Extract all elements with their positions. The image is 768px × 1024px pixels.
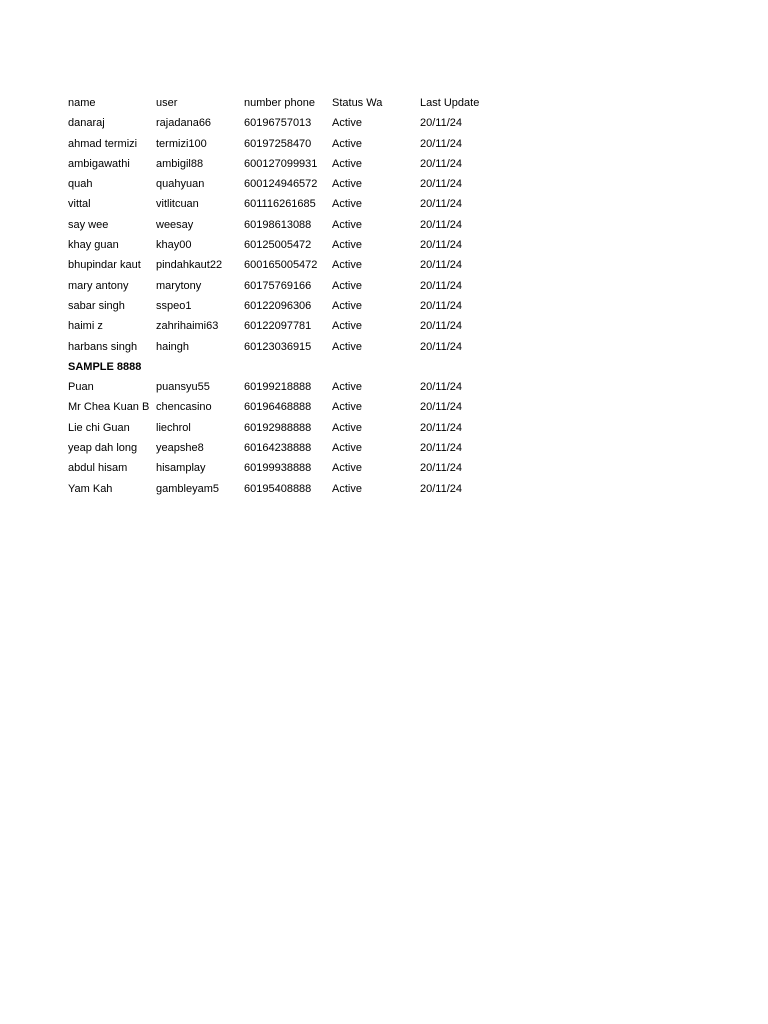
cell-status: Active bbox=[332, 381, 362, 394]
cell-name: abdul hisam bbox=[68, 462, 128, 475]
table-row bbox=[68, 255, 508, 275]
table-row bbox=[68, 458, 508, 478]
cell-user: puansyu55 bbox=[156, 381, 210, 394]
cell-last-update: 20/11/24 bbox=[420, 462, 463, 475]
section-rows bbox=[68, 377, 508, 499]
cell-user: chencasino bbox=[156, 401, 212, 414]
table-row bbox=[68, 418, 508, 438]
cell-phone: 60195408888 bbox=[244, 482, 312, 495]
cell-last-update: 20/11/24 bbox=[420, 239, 463, 252]
cell-status: Active bbox=[332, 299, 362, 312]
cell-last-update: 20/11/24 bbox=[420, 421, 463, 434]
cell-last-update: 20/11/24 bbox=[420, 340, 463, 353]
cell-user: yeapshe8 bbox=[156, 442, 204, 455]
contacts-table bbox=[68, 93, 508, 499]
cell-last-update: 20/11/24 bbox=[420, 279, 463, 292]
cell-phone: 60196757013 bbox=[244, 117, 312, 130]
header-name: name bbox=[68, 97, 96, 109]
section-label-row bbox=[68, 357, 508, 377]
cell-phone: 60164238888 bbox=[244, 442, 312, 455]
cell-user: termizi100 bbox=[156, 137, 207, 150]
cell-phone: 60197258470 bbox=[244, 137, 312, 150]
cell-phone: 60122096306 bbox=[244, 299, 312, 312]
cell-name: Puan bbox=[68, 381, 94, 394]
cell-name: mary antony bbox=[68, 279, 129, 292]
cell-phone: 601116261685 bbox=[244, 198, 316, 211]
cell-user: sspeo1 bbox=[156, 299, 192, 312]
cell-name: Yam Kah bbox=[68, 482, 113, 495]
spreadsheet-page bbox=[68, 93, 508, 499]
table-row bbox=[68, 174, 508, 194]
table-row bbox=[68, 397, 508, 417]
table-row bbox=[68, 215, 508, 235]
cell-name: Lie chi Guan bbox=[68, 421, 130, 434]
cell-name: Mr Chea Kuan B bbox=[68, 401, 150, 414]
cell-user: haingh bbox=[156, 340, 190, 353]
table-row bbox=[68, 438, 508, 458]
table-row bbox=[68, 113, 508, 133]
cell-name: yeap dah long bbox=[68, 442, 138, 455]
cell-phone: 60199218888 bbox=[244, 381, 312, 394]
cell-last-update: 20/11/24 bbox=[420, 259, 463, 272]
table-row bbox=[68, 154, 508, 174]
cell-name: sabar singh bbox=[68, 299, 125, 312]
header-last-update: Last Update bbox=[420, 97, 480, 109]
cell-phone: 60192988888 bbox=[244, 421, 312, 434]
table-row bbox=[68, 316, 508, 336]
cell-user: rajadana66 bbox=[156, 117, 212, 130]
cell-phone: 60123036915 bbox=[244, 340, 312, 353]
cell-name: khay guan bbox=[68, 239, 119, 252]
header-row bbox=[68, 93, 508, 113]
cell-user: quahyuan bbox=[156, 178, 205, 191]
cell-phone: 600127099931 bbox=[244, 157, 318, 170]
cell-phone: 60125005472 bbox=[244, 239, 312, 252]
cell-phone: 60198613088 bbox=[244, 218, 312, 231]
cell-name: harbans singh bbox=[68, 340, 138, 353]
cell-last-update: 20/11/24 bbox=[420, 299, 463, 312]
section-header bbox=[68, 357, 508, 377]
cell-last-update: 20/11/24 bbox=[420, 218, 463, 231]
cell-last-update: 20/11/24 bbox=[420, 198, 463, 211]
cell-phone: 60175769166 bbox=[244, 279, 312, 292]
cell-last-update: 20/11/24 bbox=[420, 442, 463, 455]
header-status: Status Wa bbox=[332, 97, 383, 109]
cell-phone: 600124946572 bbox=[244, 178, 318, 191]
cell-status: Active bbox=[332, 421, 362, 434]
cell-status: Active bbox=[332, 239, 362, 252]
cell-user: zahrihaimi63 bbox=[156, 320, 219, 333]
cell-last-update: 20/11/24 bbox=[420, 381, 463, 394]
table-row bbox=[68, 479, 508, 499]
cell-phone: 60199938888 bbox=[244, 462, 312, 475]
cell-name: danaraj bbox=[68, 117, 105, 130]
cell-status: Active bbox=[332, 218, 362, 231]
table-row bbox=[68, 235, 508, 255]
cell-user: khay00 bbox=[156, 239, 192, 252]
cell-name: bhupindar kaut bbox=[68, 259, 141, 272]
table-row bbox=[68, 296, 508, 316]
cell-last-update: 20/11/24 bbox=[420, 320, 463, 333]
cell-name: quah bbox=[68, 178, 93, 191]
cell-status: Active bbox=[332, 198, 362, 211]
cell-phone: 600165005472 bbox=[244, 259, 318, 272]
cell-user: vitlitcuan bbox=[156, 198, 199, 211]
main-rows bbox=[68, 113, 508, 357]
cell-status: Active bbox=[332, 178, 362, 191]
cell-last-update: 20/11/24 bbox=[420, 178, 463, 191]
cell-user: marytony bbox=[156, 279, 202, 292]
cell-user: liechrol bbox=[156, 421, 191, 434]
table-row bbox=[68, 194, 508, 214]
cell-name: ambigawathi bbox=[68, 157, 130, 170]
cell-user: pindahkaut22 bbox=[156, 259, 223, 272]
cell-status: Active bbox=[332, 442, 362, 455]
cell-phone: 60122097781 bbox=[244, 320, 312, 333]
table-row bbox=[68, 337, 508, 357]
cell-name: say wee bbox=[68, 218, 109, 231]
cell-phone: 60196468888 bbox=[244, 401, 312, 414]
cell-status: Active bbox=[332, 157, 362, 170]
table-row bbox=[68, 134, 508, 154]
cell-name: vittal bbox=[68, 198, 91, 211]
cell-status: Active bbox=[332, 259, 362, 272]
cell-user: hisamplay bbox=[156, 462, 206, 475]
cell-status: Active bbox=[332, 482, 362, 495]
section-label: SAMPLE 8888 bbox=[68, 360, 142, 373]
cell-user: gambleyam5 bbox=[156, 482, 219, 495]
cell-name: haimi z bbox=[68, 320, 103, 333]
cell-name: ahmad termizi bbox=[68, 137, 138, 150]
cell-last-update: 20/11/24 bbox=[420, 482, 463, 495]
cell-last-update: 20/11/24 bbox=[420, 137, 463, 150]
cell-user: weesay bbox=[156, 218, 194, 231]
cell-last-update: 20/11/24 bbox=[420, 157, 463, 170]
table-row bbox=[68, 276, 508, 296]
cell-status: Active bbox=[332, 462, 362, 475]
cell-last-update: 20/11/24 bbox=[420, 401, 463, 414]
header-phone: number phone bbox=[244, 97, 315, 109]
table-row bbox=[68, 377, 508, 397]
cell-last-update: 20/11/24 bbox=[420, 117, 463, 130]
cell-status: Active bbox=[332, 117, 362, 130]
header-user: user bbox=[156, 97, 178, 109]
cell-status: Active bbox=[332, 340, 362, 353]
cell-status: Active bbox=[332, 401, 362, 414]
cell-status: Active bbox=[332, 137, 362, 150]
cell-status: Active bbox=[332, 279, 362, 292]
cell-status: Active bbox=[332, 320, 362, 333]
cell-user: ambigil88 bbox=[156, 157, 204, 170]
